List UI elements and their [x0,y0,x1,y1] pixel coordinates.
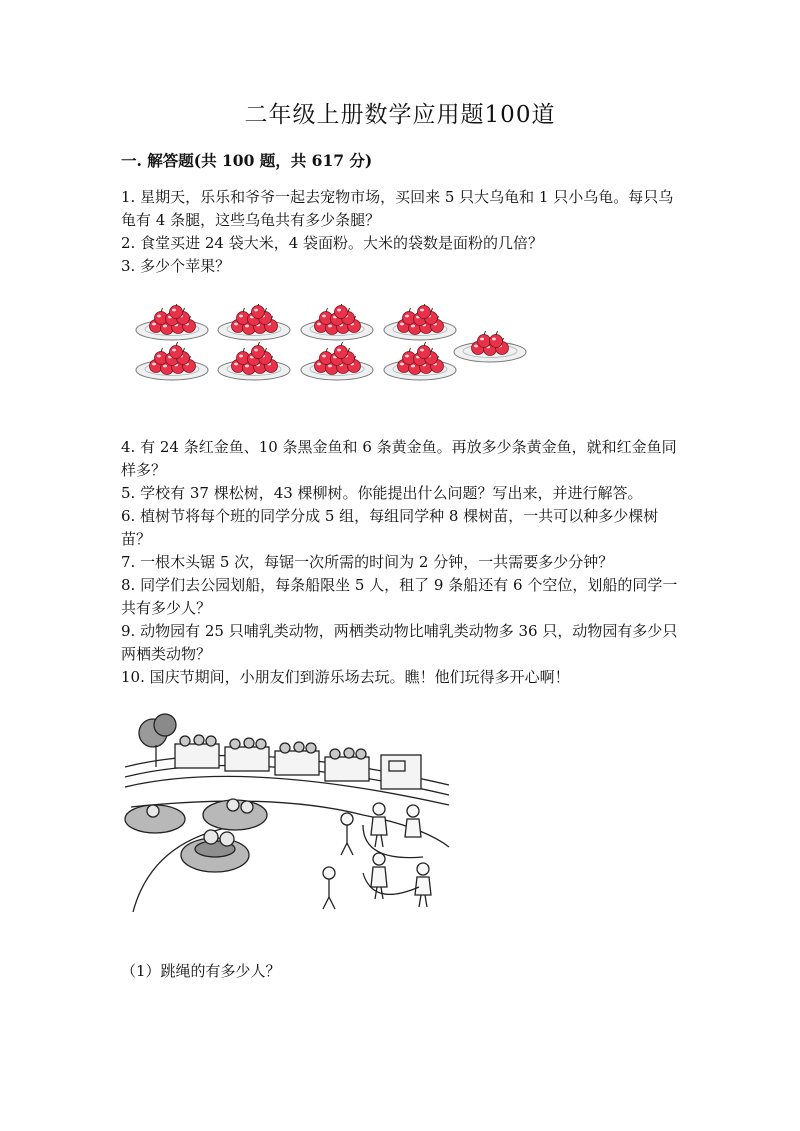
question-4: 4. 有 24 条红金鱼、10 条黑金鱼和 6 条黄金鱼。再放多少条黄金鱼，就和红金鱼同样多？ [121,438,677,479]
apple-plate [136,342,208,380]
question-list-part2 [121,436,681,689]
apple-plate [384,304,456,340]
apple-plate [301,342,373,380]
question-7: 7. 一根木头锯 5 次，每锯一次所需的时间为 2 分钟，一共需要多少分钟？ [121,553,614,571]
apple-plate [218,342,290,380]
question-9: 9. 动物园有 25 只哺乳类动物，两栖类动物比哺乳类动物多 36 只，动物园有多少只两栖类动物？ [121,622,678,663]
apple-plates-illustration [132,304,532,394]
amusement-park-illustration [123,697,451,912]
question-list-part1 [121,186,681,278]
question-1: 1. 星期天，乐乐和爷爷一起去宠物市场，买回来 5 只大乌龟和 1 只小乌龟。每只乌龟有 4 条腿，这些乌龟共有多少条腿？ [121,188,674,229]
jump-rope-children-icon [323,803,431,909]
section-heading: 一. 解答题(共 100 题，共 617 分) [121,151,373,170]
sub-question-1: （1）跳绳的有多少人？ [121,962,281,980]
apple-plate [301,304,373,340]
apple-plate-half [454,331,526,362]
question-6: 6. 植树节将每个班的同学分成 5 组，每组同学种 8 棵树苗，一共可以种多少棵树苗？ [121,507,659,548]
apple-plate [218,304,290,340]
apple-plate [384,342,456,380]
question-8: 8. 同学们去公园划船，每条船限坐 5 人，租了 9 条船还有 6 个空位，划船的同学一共有多少人？ [121,576,678,617]
bumper-boat-icon [125,799,267,872]
train-icon [175,735,421,789]
question-3: 3. 多少个苹果？ [121,257,231,275]
question-10: 10. 国庆节期间，小朋友们到游乐场去玩。瞧！他们玩得多开心啊！ [121,668,570,686]
question-2: 2. 食堂买进 24 袋大米，4 袋面粉。大米的袋数是面粉的几倍？ [121,234,544,252]
question-5: 5. 学校有 37 棵松树，43 棵柳树。你能提出什么问题？写出来，并进行解答。 [121,484,643,502]
document-title: 二年级上册数学应用题100道 [244,102,556,128]
apple-plate [136,304,208,340]
